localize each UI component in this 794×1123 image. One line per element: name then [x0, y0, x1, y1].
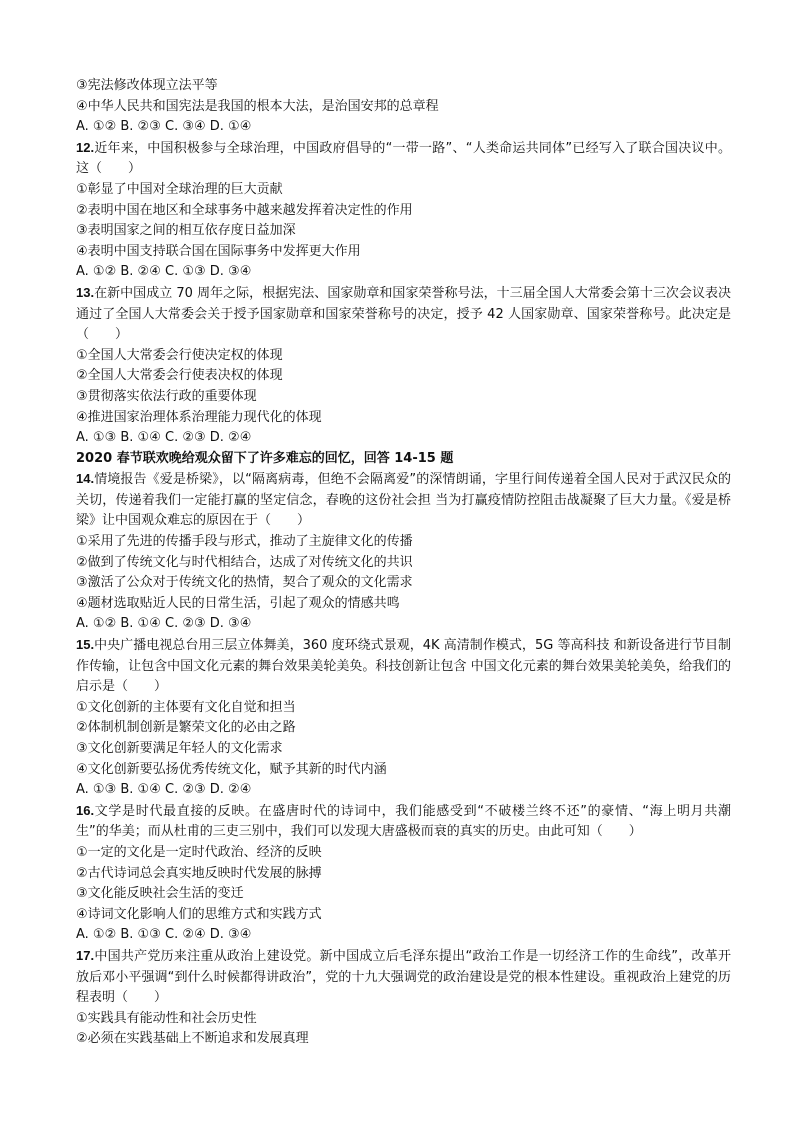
question-number: 15. [76, 637, 95, 653]
option-line: ②古代诗词总会真实地反映时代发展的脉搏 [76, 865, 322, 881]
question-15 [76, 635, 731, 698]
question-number: 17. [76, 947, 95, 963]
answer-choices: A. ①③ B. ①④ C. ②③ D. ②④ [76, 430, 252, 446]
question-17 [76, 946, 731, 1009]
answer-choices: A. ①② B. ①④ C. ②③ D. ③④ [76, 616, 252, 632]
question-16 [76, 801, 731, 843]
answer-choices: A. ①② B. ②③ C. ③④ D. ①④ [76, 119, 252, 135]
section-intro: 2020 春节联欢晚给观众留下了许多难忘的回忆，回答 14-15 题 [76, 450, 454, 466]
option-line: ①文化创新的主体要有文化自觉和担当 [76, 699, 296, 715]
option-line: ③激活了公众对于传统文化的热情，契合了观众的文化需求 [76, 575, 413, 591]
option-line: ①实践具有能动性和社会历史性 [76, 1010, 257, 1026]
question-number: 12. [76, 139, 95, 155]
option-line: ②必须在实践基础上不断追求和发展真理 [76, 1031, 309, 1047]
question-text: 中国共产党历来注重从政治上建设党。新中国成立后毛泽东提出“政治工作是一切经济工作的生命线”，改革开放后邓小平强调“到什么时候都得讲政治”，党的十九大强调党的政治建设是党的根本性建设。重视政治上建党的历程表明（ ） [76, 948, 731, 1006]
option-line: ②体制机制创新是繁荣文化的必由之路 [76, 720, 296, 736]
option-line: ③宪法修改体现立法平等 [76, 78, 218, 93]
question-text: 中央广播电视总台用三层立体舞美，360 度环绕式景观，4K 高清制作模式，5G 等高科技 和新设备进行节目制作传输，让包含中国文化元素的舞台效果美轮美奂。科技创新让包含 中国文化元素的舞台效果美轮美奂，给我们的启示是（ ） [76, 638, 731, 695]
exam-page [76, 76, 731, 1050]
question-12 [76, 138, 731, 180]
option-line: ④诗词文化影响人们的思维方式和实践方式 [76, 906, 322, 922]
answer-choices: A. ①② B. ②④ C. ①③ D. ③④ [76, 264, 252, 280]
option-line: ④中华人民共和国宪法是我国的根本大法，是治国安邦的总章程 [76, 98, 439, 114]
option-line: ②全国人大常委会行使表决权的体现 [76, 368, 283, 384]
question-14 [76, 469, 731, 532]
option-line: ④题材选取贴近人民的日常生活，引起了观众的情感共鸣 [76, 595, 400, 611]
question-13 [76, 283, 731, 346]
option-line: ③表明国家之间的相互依存度日益加深 [76, 223, 296, 239]
option-line: ④表明中国支持联合国在国际事务中发挥更大作用 [76, 243, 361, 259]
answer-choices: A. ①③ B. ①④ C. ②③ D. ②④ [76, 782, 252, 798]
option-line: ③文化创新要满足年轻人的文化需求 [76, 741, 283, 756]
option-line: ④推进国家治理体系治理能力现代化的体现 [76, 409, 322, 425]
option-line: ②做到了传统文化与时代相结合，达成了对传统文化的共识 [76, 554, 413, 570]
question-text: 情境报告《爱是桥梁》，以“隔离病毒，但绝不会隔离爱”的深情朗诵，字里行间传递着全国人民对于武汉民众的关切，传递着我们一定能打赢的坚定信念，春晚的这份社会担 当为打赢疫情防控阻击战凝聚了巨大力量。《爱是桥梁》让中国观众难忘的原因在于（ ） [76, 472, 731, 529]
question-number: 16. [76, 802, 95, 818]
question-text: 在新中国成立 70 周年之际，根据宪法、国家勋章和国家荣誉称号法，十三届全国人大常委会第十三次会议表决通过了全国人大常委会关于授予国家勋章和国家荣誉称号的决定，授予 42 人国家勋章、国家荣誉称号。此决定是（ ） [76, 285, 731, 343]
option-line: ①采用了先进的传播手段与形式，推动了主旋律文化的传播 [76, 534, 413, 550]
option-line: ③贯彻落实依法行政的重要体现 [76, 388, 257, 404]
option-line: ④文化创新要弘扬优秀传统文化，赋予其新的时代内涵 [76, 761, 387, 777]
option-line: ①彰显了中国对全球治理的巨大贡献 [76, 181, 283, 197]
answer-choices: A. ①② B. ①③ C. ②④ D. ③④ [76, 927, 252, 943]
option-line: ③文化能反映社会生活的变迁 [76, 886, 244, 902]
question-text: 文学是时代最直接的反映。在盛唐时代的诗词中，我们能感受到“不破楼兰终不还”的豪情、“海上明月共潮生”的华美；而从杜甫的三吏三别中，我们可以发现大唐盛极而衰的真实的历史。由此可知（ ） [76, 803, 731, 840]
option-line: ①一定的文化是一定时代政治、经济的反映 [76, 844, 322, 860]
question-text: 近年来，中国积极参与全球治理，中国政府倡导的“一带一路”、“人类命运共同体”已经写入了联合国决议中。这（ ） [76, 140, 731, 177]
option-line: ①全国人大常委会行使决定权的体现 [76, 347, 283, 363]
option-line: ②表明中国在地区和全球事务中越来越发挥着决定性的作用 [76, 202, 413, 218]
question-number: 14. [76, 471, 95, 487]
question-number: 13. [76, 284, 95, 300]
